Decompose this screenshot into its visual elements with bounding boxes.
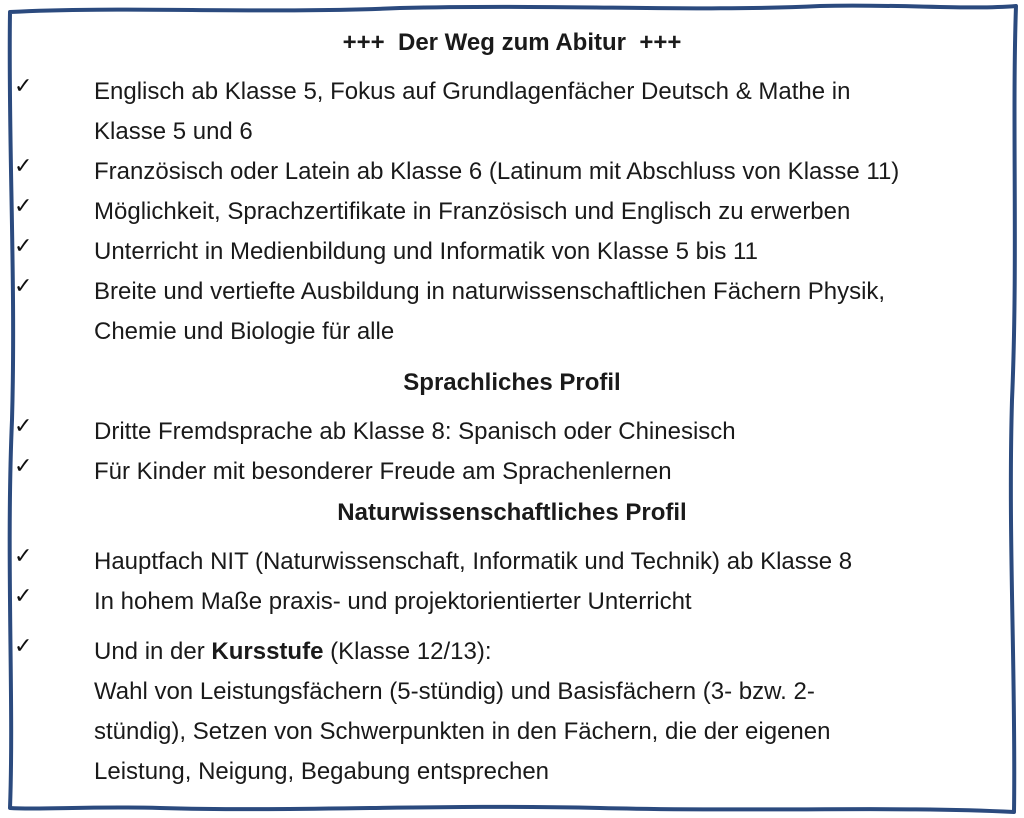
list-item-text (94, 452, 1014, 492)
text-line: Französisch oder Latein ab Klasse 6 (Latinum mit Abschluss von Klasse 11) (94, 158, 900, 185)
list-item-text (94, 72, 1014, 152)
check-icon: ✓ (14, 414, 33, 439)
text-line: Möglichkeit, Sprachzertifikate in Französisch und Englisch zu erwerben (94, 198, 851, 225)
text-line: Chemie und Biologie für alle (94, 318, 395, 345)
list-item-text (94, 412, 1014, 452)
text-line: Wahl von Leistungsfächern (5-stündig) und Basisfächern (3- bzw. 2- (94, 678, 815, 705)
text-line: In hohem Maße praxis- und projektorientierter Unterricht (94, 588, 692, 615)
text-line: Leistung, Neigung, Begabung entsprechen (94, 758, 550, 785)
text-line: Unterricht in Medienbildung und Informatik von Klasse 5 bis 11 (94, 238, 758, 265)
check-icon: ✓ (14, 634, 33, 659)
kursstufe-prefix: Und in der (94, 638, 212, 665)
list-item-text (94, 192, 1014, 232)
check-icon: ✓ (14, 544, 33, 569)
check-icon: ✓ (14, 74, 33, 99)
text-line: Für Kinder mit besonderer Freude am Sprachenlernen (94, 458, 672, 485)
text-line: stündig), Setzen von Schwerpunkten in den Fächern, die der eigenen (94, 718, 831, 745)
list-item-text (94, 632, 1014, 792)
check-icon: ✓ (14, 154, 33, 179)
section-heading-science-profile: Naturwissenschaftliches Profil (337, 499, 687, 526)
check-icon: ✓ (14, 584, 33, 609)
list-item-text (94, 272, 1014, 352)
kursstufe-bold-term: Kursstufe (211, 638, 324, 665)
check-icon: ✓ (14, 234, 33, 259)
list-item-text (94, 232, 1014, 272)
text-line: Hauptfach NIT (Naturwissenschaft, Informatik und Technik) ab Klasse 8 (94, 548, 853, 575)
section-heading-language-profile: Sprachliches Profil (403, 369, 621, 396)
check-icon: ✓ (14, 194, 33, 219)
kursstufe-intro-line (94, 632, 1014, 672)
check-icon: ✓ (14, 454, 33, 479)
list-item-text (94, 152, 1014, 192)
check-icon: ✓ (14, 274, 33, 299)
list-item-text (94, 582, 1014, 622)
kursstufe-suffix: (Klasse 12/13): (323, 638, 492, 665)
text-line: Breite und vertiefte Ausbildung in naturwissenschaftlichen Fächern Physik, (94, 278, 886, 305)
list-item-text (94, 542, 1014, 582)
page-title: +++ Der Weg zum Abitur +++ (342, 29, 682, 56)
text-line: Dritte Fremdsprache ab Klasse 8: Spanisch oder Chinesisch (94, 418, 736, 445)
text-line: Klasse 5 und 6 (94, 118, 253, 145)
text-line: Englisch ab Klasse 5, Fokus auf Grundlagenfächer Deutsch & Mathe in (94, 78, 851, 105)
